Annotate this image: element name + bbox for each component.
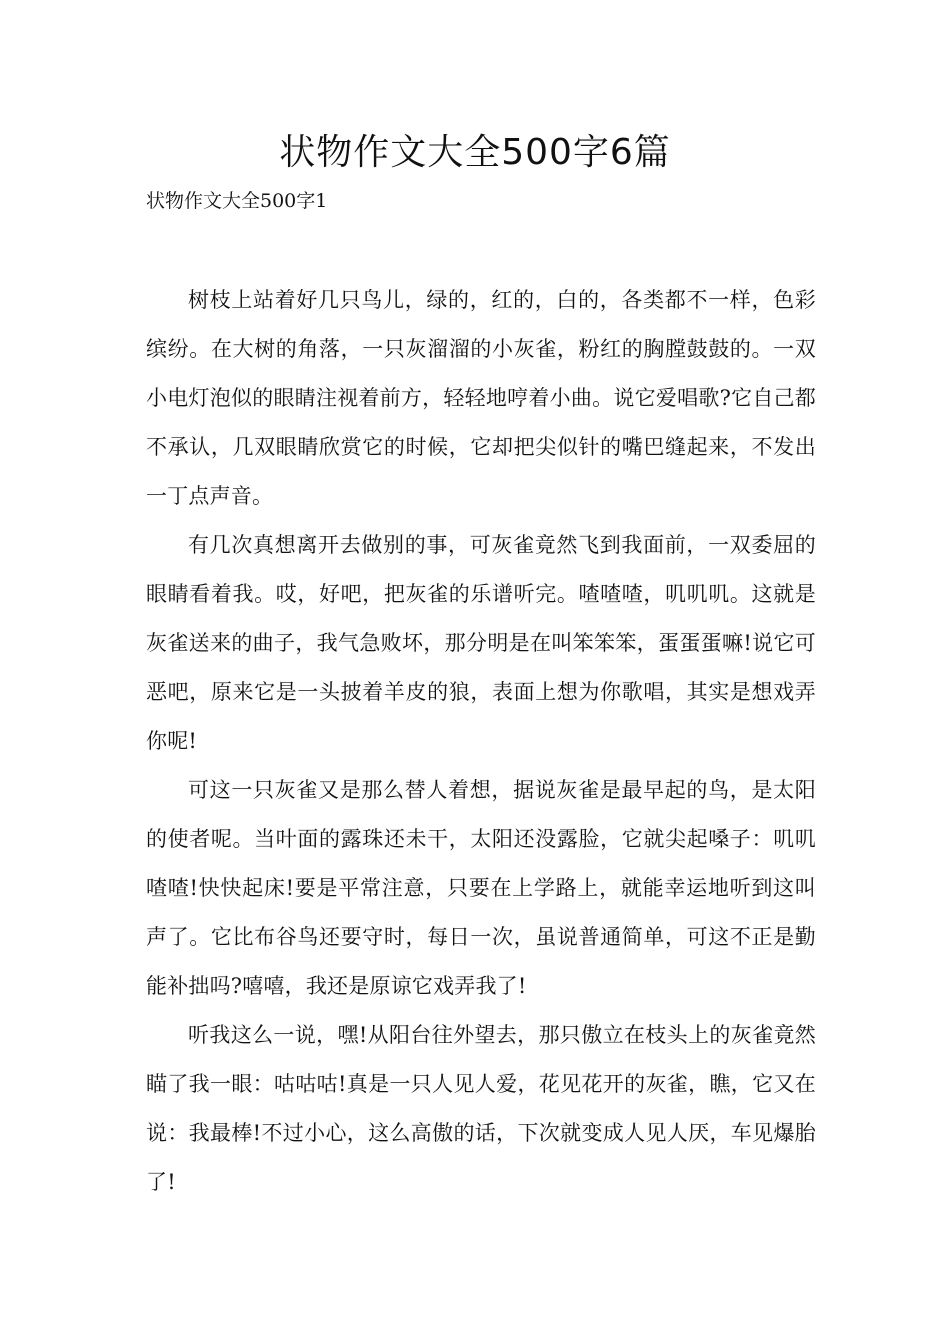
paragraph: 可这一只灰雀又是那么替人着想，据说灰雀是最早起的鸟，是太阳的使者呢。当叶面的露珠还未干，太阳还没露脸，它就尖起嗓子：叽叽喳喳!快快起床!要是平常注意，只要在上学路上，就能幸运地听到这叫声了。它比布谷鸟还要守时，每日一次，虽说普通简单，可这不正是勤能补拙吗?嘻嘻，我还是原谅它戏弄我了! [146, 778, 816, 998]
section-heading: 状物作文大全500字1 [146, 190, 328, 212]
article-body [146, 276, 816, 1207]
paragraph: 树枝上站着好几只鸟儿，绿的，红的，白的，各类都不一样，色彩缤纷。在大树的角落，一只灰溜溜的小灰雀，粉红的胸膛鼓鼓的。一双小电灯泡似的眼睛注视着前方，轻轻地哼着小曲。说它爱唱歌?它自己都不承认，几双眼睛欣赏它的时候，它却把尖似针的嘴巴缝起来，不发出一丁点声音。 [146, 288, 816, 508]
document-title: 状物作文大全500字6篇 [279, 132, 671, 173]
paragraph: 有几次真想离开去做别的事，可灰雀竟然飞到我面前，一双委屈的眼睛看着我。哎，好吧，把灰雀的乐谱听完。喳喳喳，叽叽叽。这就是灰雀送来的曲子，我气急败坏，那分明是在叫笨笨笨，蛋蛋蛋嘛!说它可恶吧，原来它是一头披着羊皮的狼，表面上想为你歌唱，其实是想戏弄你呢! [146, 533, 816, 753]
paragraph: 听我这么一说，嘿!从阳台往外望去，那只傲立在枝头上的灰雀竟然瞄了我一眼：咕咕咕!真是一只人见人爱，花见花开的灰雀，瞧，它又在说：我最棒!不过小心，这么高傲的话，下次就变成人见人厌，车见爆胎了! [146, 1023, 816, 1194]
